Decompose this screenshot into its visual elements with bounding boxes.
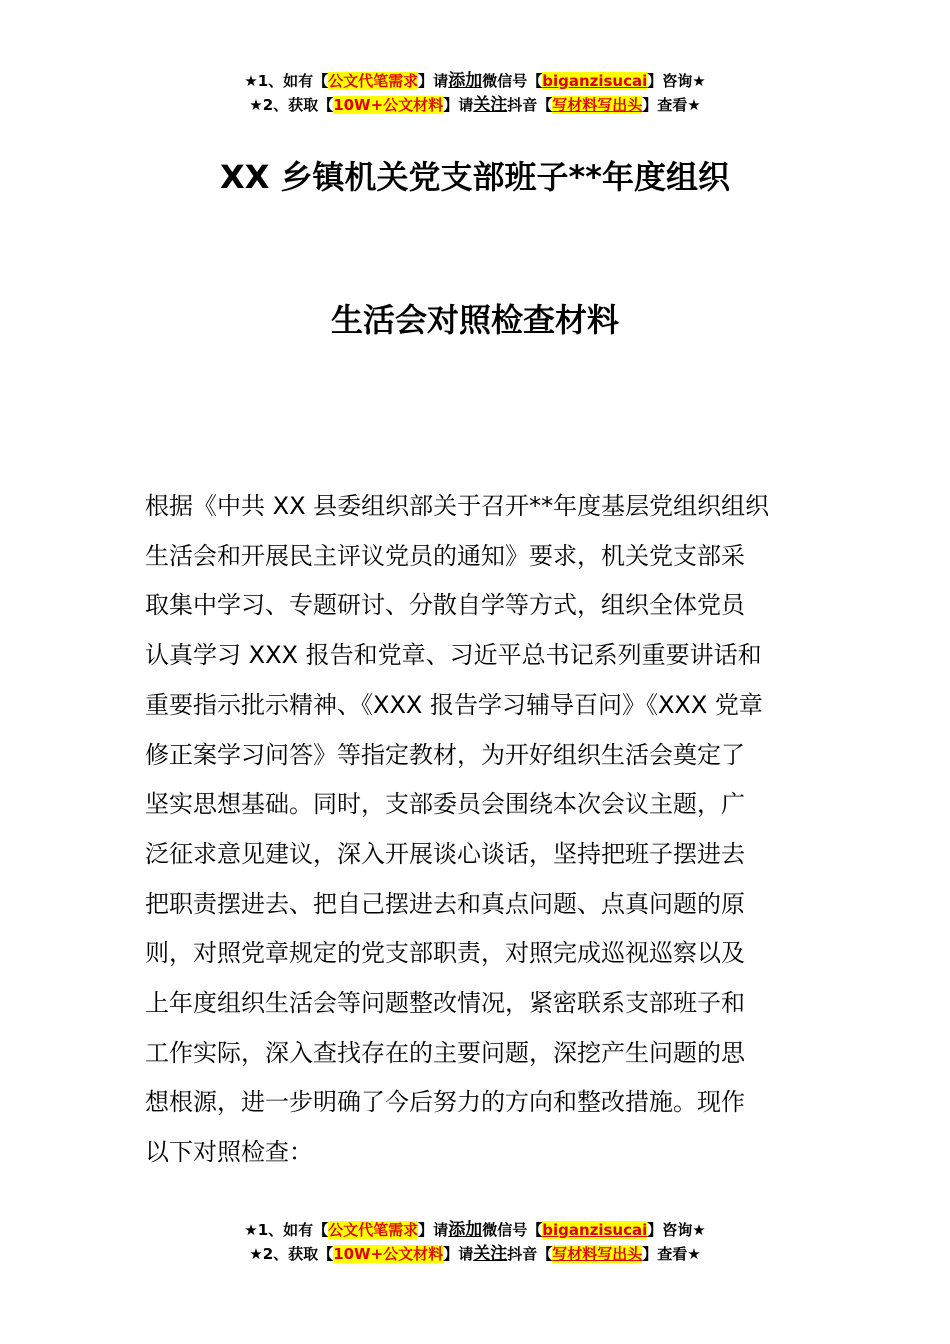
body-line: 则，对照党章规定的党支部职责，对照完成巡视巡察以及 — [145, 939, 745, 968]
ad-underline: 关注 — [473, 95, 508, 115]
ad-line-2 — [0, 93, 950, 117]
body-line: 上年度组织生活会等问题整改情况，紧密联系支部班子和 — [145, 989, 745, 1018]
ad-wechat-id: biganzisucai — [542, 72, 648, 90]
body-line: 修正案学习问答》等指定教材，为开好组织生活会奠定了 — [145, 740, 745, 769]
ad-text: 微信号【 — [482, 1221, 543, 1239]
footer-ad-banner — [0, 1218, 950, 1266]
ad-text: ★1、如有【 — [244, 1221, 329, 1239]
body-line: 根据《中共 XX 县委组织部关于召开**年度基层党组织组织 — [145, 492, 770, 520]
document-title-line-1: XX 乡镇机关党支部班子**年度组织 — [220, 158, 730, 196]
ad-text: ★2、获取【 — [249, 1245, 334, 1263]
ad-highlight: 公文代笔需求 — [328, 1221, 419, 1239]
ad-text: 】咨询★ — [647, 1221, 706, 1239]
ad-text: 】请 — [418, 72, 449, 90]
ad-text: 】查看★ — [642, 96, 701, 114]
ad-line-2 — [0, 1242, 950, 1266]
header-ad-banner — [0, 69, 950, 117]
ad-text: 抖音【 — [507, 96, 553, 114]
body-line: 把职责摆进去、把自己摆进去和真点问题、点真问题的原 — [145, 889, 745, 918]
document-title-line-2: 生活会对照检查材料 — [330, 301, 619, 339]
body-paragraph — [145, 482, 815, 1178]
ad-douyin-id: 写材料写出头 — [552, 96, 643, 114]
ad-underline: 添加 — [448, 1220, 483, 1240]
body-line: 重要指示批示精神、《XXX 报告学习辅导百问》《XXX 党章 — [145, 690, 763, 719]
ad-text: 】请 — [443, 1245, 474, 1263]
ad-line-1 — [0, 1218, 950, 1242]
ad-highlight: 公文代笔需求 — [328, 72, 419, 90]
body-line: 坚实思想基础。同时，支部委员会围绕本次会议主题，广 — [145, 790, 745, 819]
body-line: 生活会和开展民主评议党员的通知》要求，机关党支部采 — [145, 541, 745, 570]
ad-text: 微信号【 — [482, 72, 543, 90]
ad-text: ★1、如有【 — [244, 72, 329, 90]
ad-text: ★2、获取【 — [249, 96, 334, 114]
ad-line-1 — [0, 69, 950, 93]
ad-wechat-id: biganzisucai — [542, 1221, 648, 1239]
body-line: 工作实际，深入查找存在的主要问题，深挖产生问题的思 — [145, 1038, 745, 1067]
ad-text: 】咨询★ — [647, 72, 706, 90]
ad-underline: 关注 — [473, 1244, 508, 1264]
ad-text: 抖音【 — [507, 1245, 553, 1263]
ad-highlight: 10W+公文材料 — [333, 96, 444, 114]
body-line: 取集中学习、专题研讨、分散自学等方式，组织全体党员 — [145, 591, 745, 620]
body-line: 认真学习 XXX 报告和党章、习近平总书记系列重要讲话和 — [145, 641, 762, 670]
ad-underline: 添加 — [448, 71, 483, 91]
ad-highlight: 10W+公文材料 — [333, 1245, 444, 1263]
body-line: 以下对照检查： — [145, 1138, 313, 1167]
body-line: 想根源，进一步明确了今后努力的方向和整改措施。现作 — [145, 1088, 745, 1117]
ad-text: 】请 — [443, 96, 474, 114]
ad-text: 】请 — [418, 1221, 449, 1239]
ad-douyin-id: 写材料写出头 — [552, 1245, 643, 1263]
ad-text: 】查看★ — [642, 1245, 701, 1263]
body-line: 泛征求意见建议，深入开展谈心谈话，坚持把班子摆进去 — [145, 839, 745, 868]
